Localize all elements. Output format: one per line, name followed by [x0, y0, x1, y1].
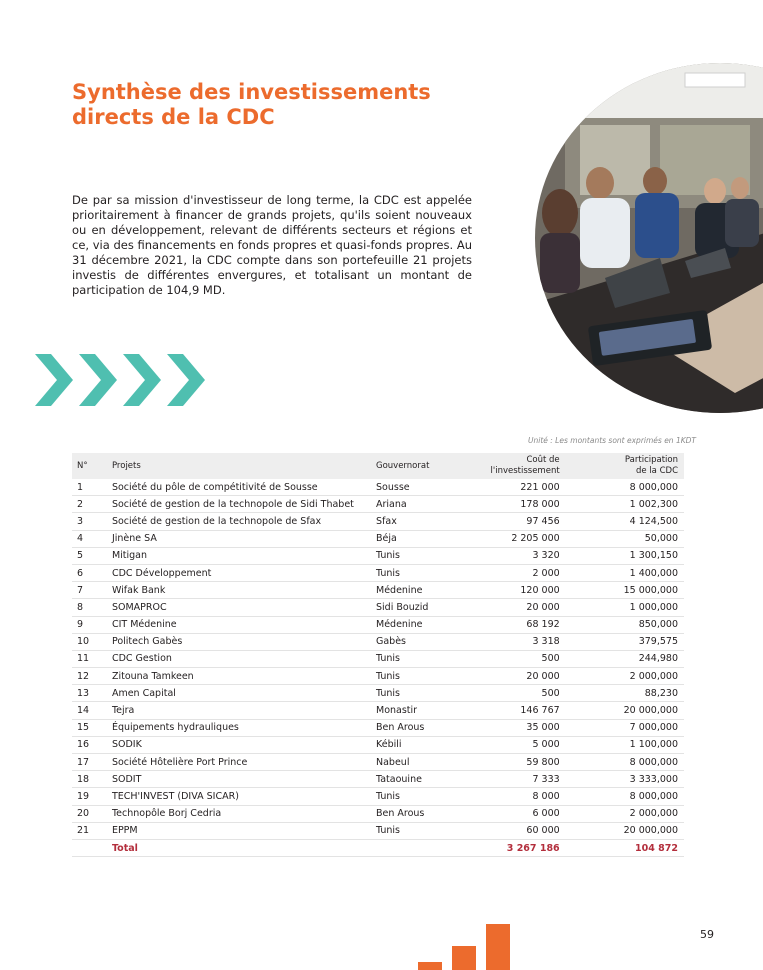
row-no: 15: [72, 719, 108, 736]
row-participation: 8 000,000: [564, 754, 684, 771]
row-gouvernorat: Tunis: [372, 547, 481, 564]
total-no-cell: [72, 839, 108, 856]
row-gouvernorat: Tunis: [372, 650, 481, 667]
row-gouvernorat: Tataouine: [372, 771, 481, 788]
row-gouvernorat: Tunis: [372, 668, 481, 685]
table-row: [72, 822, 684, 839]
meeting-photo-illustration: [535, 63, 763, 413]
row-gouvernorat: Ben Arous: [372, 719, 481, 736]
table-row: [72, 754, 684, 771]
row-gouvernorat: Nabeul: [372, 754, 481, 771]
header-gouvernorat: Gouvernorat: [372, 453, 481, 479]
row-no: 1: [72, 479, 108, 496]
chevron-arrows-icon: [33, 350, 213, 410]
row-participation: 88,230: [564, 685, 684, 702]
row-participation: 2 000,000: [564, 668, 684, 685]
table-row: [72, 633, 684, 650]
row-gouvernorat: Tunis: [372, 822, 481, 839]
row-gouvernorat: Ariana: [372, 496, 481, 513]
bar-graphic-icon: [418, 924, 514, 970]
row-cout: 3 320: [481, 547, 563, 564]
total-cout: 3 267 186: [481, 839, 563, 856]
row-cout: 120 000: [481, 582, 563, 599]
row-no: 19: [72, 788, 108, 805]
row-no: 6: [72, 564, 108, 581]
row-cout: 2 000: [481, 564, 563, 581]
row-cout: 221 000: [481, 479, 563, 496]
row-gouvernorat: Tunis: [372, 788, 481, 805]
table-row: [72, 736, 684, 753]
row-no: 4: [72, 530, 108, 547]
table-row: [72, 599, 684, 616]
header-cout-line-1: Coût de: [526, 455, 560, 465]
table-body: [72, 479, 684, 857]
row-project: Amen Capital: [108, 685, 372, 702]
row-project: CDC Développement: [108, 564, 372, 581]
row-project: Politech Gabès: [108, 633, 372, 650]
row-cout: 3 318: [481, 633, 563, 650]
row-project: Mitigan: [108, 547, 372, 564]
row-gouvernorat: Tunis: [372, 564, 481, 581]
row-project: Technopôle Borj Cedria: [108, 805, 372, 822]
row-gouvernorat: Kébili: [372, 736, 481, 753]
row-participation: 3 333,000: [564, 771, 684, 788]
row-project: Société de gestion de la technopole de Sfax: [108, 513, 372, 530]
row-project: SODIK: [108, 736, 372, 753]
table-row: [72, 805, 684, 822]
row-project: Société du pôle de compétitivité de Sousse: [108, 479, 372, 496]
row-participation: 1 100,000: [564, 736, 684, 753]
row-cout: 97 456: [481, 513, 563, 530]
row-no: 20: [72, 805, 108, 822]
table-row: [72, 564, 684, 581]
row-cout: 178 000: [481, 496, 563, 513]
row-project: SODIT: [108, 771, 372, 788]
row-project: SOMAPROC: [108, 599, 372, 616]
row-no: 17: [72, 754, 108, 771]
table-row: [72, 616, 684, 633]
row-cout: 60 000: [481, 822, 563, 839]
row-no: 11: [72, 650, 108, 667]
table-row: [72, 496, 684, 513]
row-participation: 15 000,000: [564, 582, 684, 599]
meeting-photo: [535, 63, 763, 413]
total-gouvernorat-cell: [372, 839, 481, 856]
table-row: [72, 650, 684, 667]
row-project: TECH'INVEST (DIVA SICAR): [108, 788, 372, 805]
table-row: [72, 788, 684, 805]
row-no: 12: [72, 668, 108, 685]
investments-table: [72, 453, 684, 857]
row-cout: 5 000: [481, 736, 563, 753]
header-part-line-1: Participation: [624, 455, 678, 465]
total-participation: 104 872: [564, 839, 684, 856]
row-no: 2: [72, 496, 108, 513]
table-row: [72, 719, 684, 736]
row-gouvernorat: Médenine: [372, 582, 481, 599]
table-row: [72, 685, 684, 702]
row-project: Wifak Bank: [108, 582, 372, 599]
table-row: [72, 702, 684, 719]
row-cout: 8 000: [481, 788, 563, 805]
row-participation: 8 000,000: [564, 788, 684, 805]
intro-paragraph: De par sa mission d'investisseur de long terme, la CDC est appelée prioritairement à financer de grands projets, qu'ils soient nouveaux ou en développement, relevant de différents secteurs et régions et ce, via des financements en fonds propres et quasi-fonds propres. Au 31 décembre 2021, la CDC compte dans son portefeuille 21 projets investis de différentes envergures, et totalisant un montant de participation de 104,9 MD.: [72, 193, 472, 297]
table-row: [72, 513, 684, 530]
row-participation: 4 124,500: [564, 513, 684, 530]
row-no: 5: [72, 547, 108, 564]
row-gouvernorat: Gabès: [372, 633, 481, 650]
row-participation: 20 000,000: [564, 822, 684, 839]
row-participation: 850,000: [564, 616, 684, 633]
row-no: 7: [72, 582, 108, 599]
row-no: 8: [72, 599, 108, 616]
page-number: 59: [700, 928, 714, 941]
row-project: Zitouna Tamkeen: [108, 668, 372, 685]
table-row: [72, 771, 684, 788]
row-cout: 59 800: [481, 754, 563, 771]
row-gouvernorat: Sousse: [372, 479, 481, 496]
row-participation: 20 000,000: [564, 702, 684, 719]
row-cout: 20 000: [481, 668, 563, 685]
row-cout: 500: [481, 650, 563, 667]
table-header-row: [72, 453, 684, 479]
header-no: N°: [72, 453, 108, 479]
row-no: 3: [72, 513, 108, 530]
row-participation: 2 000,000: [564, 805, 684, 822]
row-participation: 7 000,000: [564, 719, 684, 736]
row-no: 14: [72, 702, 108, 719]
page-title: [72, 80, 431, 130]
total-label: Total: [108, 839, 372, 856]
title-line-2: directs de la CDC: [72, 105, 275, 129]
row-cout: 20 000: [481, 599, 563, 616]
row-project: EPPM: [108, 822, 372, 839]
row-cout: 146 767: [481, 702, 563, 719]
row-cout: 7 333: [481, 771, 563, 788]
header-projects: Projets: [108, 453, 372, 479]
row-cout: 2 205 000: [481, 530, 563, 547]
title-line-1: Synthèse des investissements: [72, 80, 431, 104]
row-gouvernorat: Béja: [372, 530, 481, 547]
row-gouvernorat: Monastir: [372, 702, 481, 719]
header-cout: [481, 453, 563, 479]
table-row: [72, 530, 684, 547]
table-row: [72, 582, 684, 599]
row-participation: 1 300,150: [564, 547, 684, 564]
row-participation: 379,575: [564, 633, 684, 650]
row-no: 13: [72, 685, 108, 702]
header-cout-line-2: l'investissement: [490, 466, 560, 476]
row-participation: 1 000,000: [564, 599, 684, 616]
row-project: Société de gestion de la technopole de Sidi Thabet: [108, 496, 372, 513]
row-project: Tejra: [108, 702, 372, 719]
row-project: Équipements hydrauliques: [108, 719, 372, 736]
row-no: 16: [72, 736, 108, 753]
row-no: 9: [72, 616, 108, 633]
row-gouvernorat: Sfax: [372, 513, 481, 530]
table-row: [72, 479, 684, 496]
row-no: 21: [72, 822, 108, 839]
row-participation: 244,980: [564, 650, 684, 667]
row-project: CIT Médenine: [108, 616, 372, 633]
row-project: Jinène SA: [108, 530, 372, 547]
row-no: 18: [72, 771, 108, 788]
row-cout: 500: [481, 685, 563, 702]
table-row: [72, 668, 684, 685]
row-cout: 68 192: [481, 616, 563, 633]
row-cout: 6 000: [481, 805, 563, 822]
row-cout: 35 000: [481, 719, 563, 736]
total-row: [72, 839, 684, 856]
row-participation: 50,000: [564, 530, 684, 547]
row-project: Société Hôtelière Port Prince: [108, 754, 372, 771]
row-project: CDC Gestion: [108, 650, 372, 667]
header-participation: [564, 453, 684, 479]
row-participation: 1 400,000: [564, 564, 684, 581]
table-row: [72, 547, 684, 564]
row-gouvernorat: Sidi Bouzid: [372, 599, 481, 616]
unit-note: Unité : Les montants sont exprimés en 1KDT: [528, 436, 696, 445]
row-participation: 8 000,000: [564, 479, 684, 496]
header-part-line-2: de la CDC: [635, 466, 678, 476]
row-gouvernorat: Médenine: [372, 616, 481, 633]
row-no: 10: [72, 633, 108, 650]
row-gouvernorat: Tunis: [372, 685, 481, 702]
row-participation: 1 002,300: [564, 496, 684, 513]
row-gouvernorat: Ben Arous: [372, 805, 481, 822]
